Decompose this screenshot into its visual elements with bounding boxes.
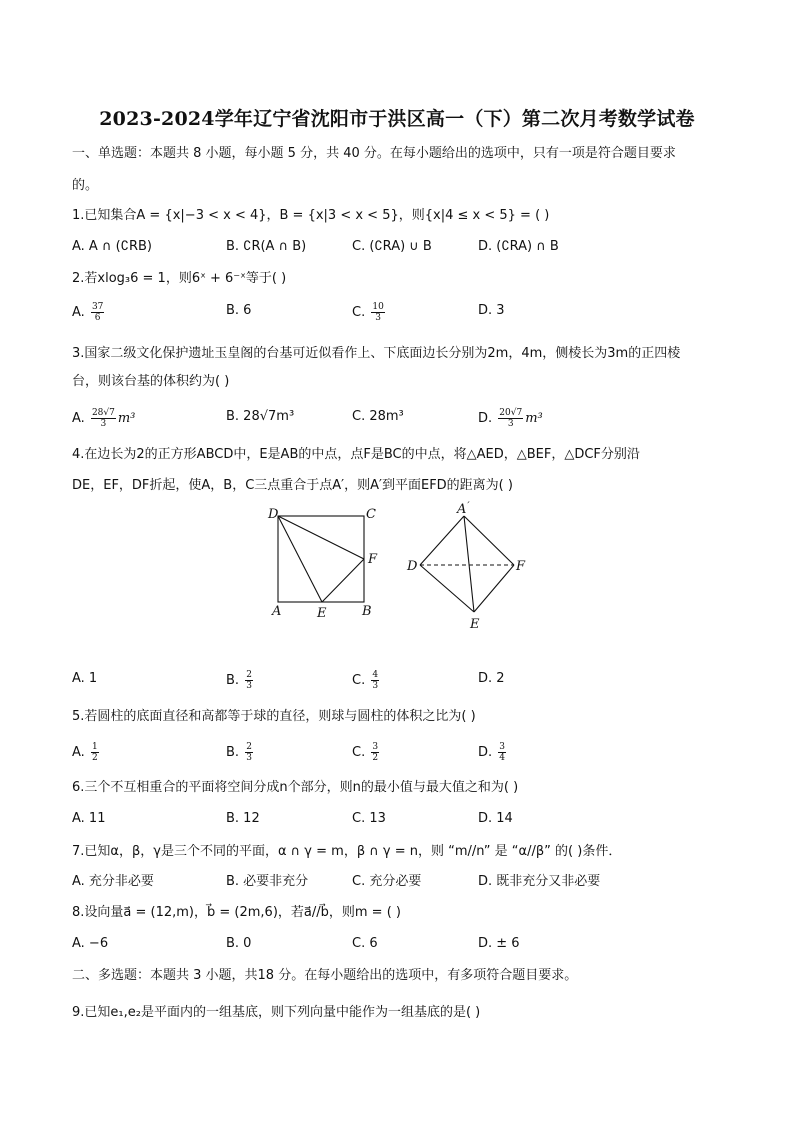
- fraction-denominator: 3: [246, 681, 252, 691]
- q5-option-a-label: A.: [72, 745, 85, 760]
- q7-stem: 7.已知α，β，γ是三个不同的平面，α ∩ γ = m，β ∩ γ = n，则 “m//n” 是 “α//β” 的( )条件．: [72, 844, 622, 859]
- q5-option-c[interactable]: [352, 742, 381, 763]
- q4-option-a[interactable]: A. 1: [72, 671, 98, 686]
- section1-heading: 一、单选题：本题共 8 小题，每小题 5 分，共 40 分。在每小题给出的选项中，只有一项是符合题目要求: [72, 146, 676, 161]
- q3-option-d[interactable]: [478, 408, 543, 429]
- edge-ad: [420, 516, 464, 565]
- q5-option-d-label: D.: [478, 745, 493, 760]
- label-c: C: [366, 507, 376, 522]
- label-b: B: [362, 604, 372, 619]
- q2-option-d[interactable]: D. 3: [478, 303, 505, 318]
- q5-option-c-fraction: [371, 742, 379, 763]
- q1-stem: 1.已知集合A = {x|−3 < x < 4}，B = {x|3 < x < 5}，则{x|4 ≤ x < 5} = ( ): [72, 208, 550, 223]
- q1-options: [72, 238, 752, 258]
- q3-option-a[interactable]: [72, 408, 135, 429]
- section2-heading: 二、多选题：本题共 3 小题，共18 分。在每小题给出的选项中，有多项符合题目要求。: [72, 968, 578, 983]
- q1-option-b[interactable]: B. ∁R(A ∩ B): [226, 239, 307, 254]
- q5-option-d[interactable]: [478, 742, 508, 763]
- q5-option-c-label: C.: [352, 745, 366, 760]
- q7-option-a[interactable]: A. 充分非必要: [72, 874, 154, 889]
- q3-option-d-label: D.: [478, 411, 493, 426]
- edge-af: [464, 516, 514, 565]
- q3-options: [72, 408, 752, 428]
- fraction-denominator: 6: [94, 313, 101, 323]
- q8-stem: 8.设向量a⃗ = (12,m)，b⃗ = (2m,6)，若a⃗//b⃗，则m = ( ): [72, 905, 401, 920]
- q7-options: [72, 873, 752, 893]
- section1-heading-cont: 的。: [72, 178, 99, 193]
- q3-stem-cont: 台，则该台基的体积约为( ): [72, 374, 230, 389]
- q3-option-d-unit: m³: [525, 411, 543, 426]
- label-e2: E: [470, 617, 480, 632]
- fraction-denominator: 3: [100, 419, 107, 429]
- q1-option-a[interactable]: A. A ∩ (∁RB): [72, 239, 152, 254]
- q4-stem-cont: DE，EF，DF折起，使A，B，C三点重合于点A′，则A′到平面EFD的距离为( ): [72, 478, 513, 493]
- q4-option-b-label: B.: [226, 673, 240, 688]
- fraction-numerator: 10: [372, 302, 384, 312]
- segment-df: [278, 516, 364, 559]
- q4-option-b-fraction: [245, 670, 253, 691]
- fraction-numerator: 2: [246, 742, 252, 752]
- label-f: F: [368, 552, 378, 567]
- q8-option-c[interactable]: C. 6: [352, 936, 378, 951]
- q3-option-c[interactable]: C. 28m³: [352, 409, 404, 424]
- q2-option-a-label: A.: [72, 305, 85, 320]
- segment-de: [278, 516, 322, 602]
- q3-option-a-fraction: [91, 408, 116, 429]
- q2-option-a-fraction: [91, 302, 104, 323]
- q5-option-a[interactable]: [72, 742, 101, 763]
- q2-option-b[interactable]: B. 6: [226, 303, 252, 318]
- q5-option-b-label: B.: [226, 745, 240, 760]
- q7-option-d[interactable]: D. 既非充分又非必要: [478, 874, 601, 889]
- square-abcd-figure: [267, 507, 378, 621]
- label-a: A: [272, 604, 282, 619]
- q6-option-b[interactable]: B. 12: [226, 811, 260, 826]
- q1-option-d[interactable]: D. (∁RA) ∩ B: [478, 239, 559, 254]
- q7-option-b[interactable]: B. 必要非充分: [226, 874, 309, 889]
- q3-option-a-unit: m³: [117, 411, 136, 426]
- q6-options: [72, 810, 752, 830]
- q6-option-d[interactable]: D. 14: [478, 811, 513, 826]
- q3-stem: 3.国家二级文化保护遗址玉皇阁的台基可近似看作上、下底面边长分别为2m，4m，侧棱长为3m的正四棱: [72, 346, 681, 361]
- q2-option-a[interactable]: [72, 302, 106, 323]
- q1-option-c[interactable]: C. (∁RA) ∪ B: [352, 239, 432, 254]
- q3-option-b[interactable]: B. 28√7m³: [226, 409, 295, 424]
- q6-option-a[interactable]: A. 11: [72, 811, 106, 826]
- q5-option-a-fraction: [91, 742, 99, 763]
- q8-option-b[interactable]: B. 0: [226, 936, 252, 951]
- fraction-numerator: 37: [91, 302, 104, 312]
- edge-de: [420, 565, 474, 612]
- q3-option-d-fraction: [498, 408, 523, 429]
- q4-option-b[interactable]: [226, 670, 255, 691]
- fraction-numerator: 1: [91, 742, 98, 752]
- q2-option-c-fraction: [371, 302, 384, 323]
- q4-figure: [260, 500, 560, 635]
- q5-option-b-fraction: [245, 742, 253, 763]
- q2-options: [72, 302, 752, 322]
- edge-fe: [474, 565, 514, 612]
- q4-options: [72, 670, 752, 690]
- fraction-denominator: 3: [246, 753, 252, 763]
- fraction-denominator: 3: [507, 419, 514, 429]
- q4-option-c-fraction: [371, 670, 379, 691]
- q4-option-d[interactable]: D. 2: [478, 671, 505, 686]
- fraction-denominator: 3: [375, 313, 381, 323]
- q2-stem: 2.若xlog₃6 = 1，则6ˣ + 6⁻ˣ等于( ): [72, 271, 287, 286]
- fraction-denominator: 2: [91, 753, 98, 763]
- square-outline: [278, 516, 364, 602]
- q9-stem: 9.已知e₁,e₂是平面内的一组基底，则下列向量中能作为一组基底的是( ): [72, 1005, 481, 1020]
- fraction-denominator: 4: [499, 753, 506, 763]
- q6-option-c[interactable]: C. 13: [352, 811, 386, 826]
- q4-option-c[interactable]: [352, 670, 381, 691]
- label-d: D: [268, 507, 279, 522]
- fraction-denominator: 3: [372, 681, 379, 691]
- q2-option-c[interactable]: [352, 302, 387, 323]
- q5-option-d-fraction: [498, 742, 506, 763]
- label-e: E: [317, 606, 327, 621]
- q8-option-a[interactable]: A. −6: [72, 936, 109, 951]
- label-f2: F: [516, 559, 526, 574]
- q2-option-c-label: C.: [352, 305, 366, 320]
- q3-option-a-label: A.: [72, 411, 85, 426]
- fraction-numerator: 3: [499, 742, 506, 752]
- q4-option-c-label: C.: [352, 673, 366, 688]
- q5-options: [72, 742, 752, 762]
- tetrahedron-figure: [406, 501, 526, 632]
- fraction-numerator: 28√7: [91, 408, 115, 418]
- q6-stem: 6.三个不互相重合的平面将空间分成n个部分，则n的最小值与最大值之和为( ): [72, 780, 519, 795]
- segment-ef: [322, 559, 364, 602]
- q8-options: [72, 935, 752, 955]
- q5-option-b[interactable]: [226, 742, 255, 763]
- fraction-denominator: 2: [372, 753, 379, 763]
- fraction-numerator: 2: [246, 670, 252, 680]
- page-title: 2023-2024学年辽宁省沈阳市于洪区高一（下）第二次月考数学试卷: [99, 108, 695, 130]
- fraction-numerator: 3: [372, 742, 379, 752]
- label-a-prime: A′: [457, 501, 470, 517]
- q8-option-d[interactable]: D. ± 6: [478, 936, 520, 951]
- label-d2: D: [407, 559, 418, 574]
- edge-ae: [464, 516, 474, 612]
- q7-option-c[interactable]: C. 充分必要: [352, 874, 422, 889]
- fraction-numerator: 4: [372, 670, 379, 680]
- fraction-numerator: 20√7: [499, 408, 523, 418]
- q5-stem: 5.若圆柱的底面直径和高都等于球的直径，则球与圆柱的体积之比为( ): [72, 709, 476, 724]
- q4-stem: 4.在边长为2的正方形ABCD中，E是AB的中点，点F是BC的中点，将△AED，△BEF，△DCF分别沿: [72, 447, 640, 462]
